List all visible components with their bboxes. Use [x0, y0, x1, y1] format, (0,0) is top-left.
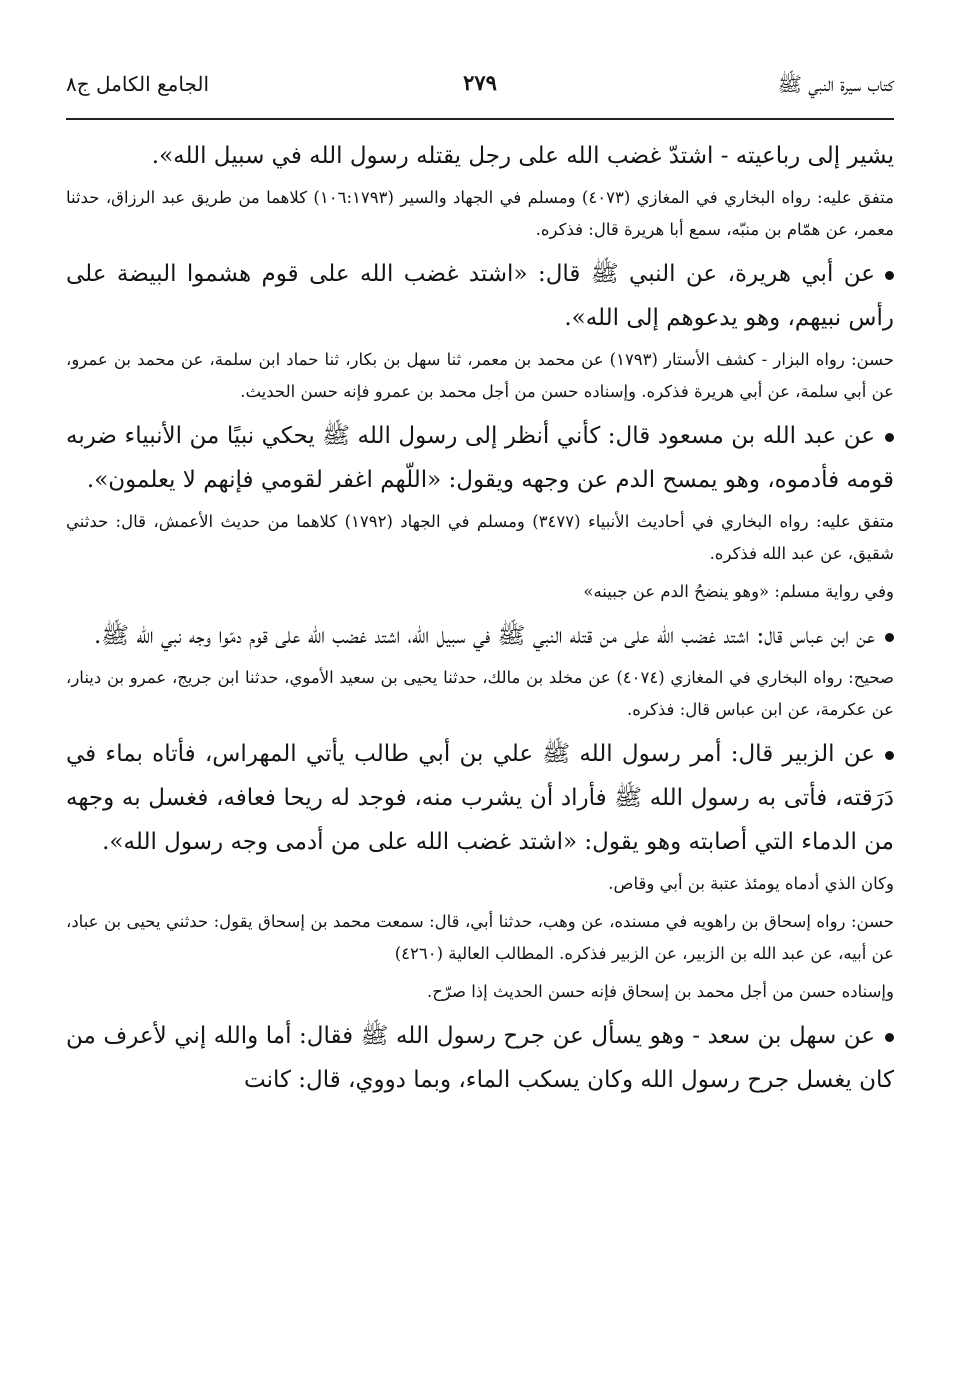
running-header: [66, 60, 894, 104]
hadith-paragraph: عن ابن عباس قال: اشتد غضب الله على من قتله النبي ﷺ في سبيل الله، اشتد غضب الله على قوم دمّوا وجه نبي الله ﷺ.: [66, 614, 894, 658]
hadith-paragraph: عن الزبير قال: أمر رسول الله ﷺ علي بن أبي طالب يأتي المهراس، فأتاه بماء في دَرَقته، فأتى به رسول الله ﷺ فأراد أن يشرب منه، فوجد له ريحا فعافه، فغسل به وجهه من الدماء التي أصابته وهو يقول: «اشتد غضب الله على من أدمى وجه رسول الله».: [66, 741, 894, 855]
takhrij-note: صحيح: رواه البخاري في المغازي (٤٠٧٤) عن مخلد بن مالك، حدثنا يحيى بن سعيد الأموي، حدثنا ابن جريج، عمرو بن دينار، عن عكرمة، عن ابن عباس قال: فذكره.: [66, 668, 894, 719]
commentary-note: وكان الذي أدماه يومئذ عتبة بن أبي وقاص.: [608, 874, 894, 893]
header-rule: [66, 118, 894, 120]
bullet-icon: [885, 433, 894, 442]
bullet-icon: [885, 271, 894, 280]
bullet-icon: [885, 751, 894, 760]
collection-title: الجامع الكامل ج٨: [66, 72, 210, 96]
narration-variant-note: وفي رواية مسلم: «وهو ينضحُ الدم عن جبينه»: [583, 582, 894, 601]
hadith-paragraph: عن عبد الله بن مسعود قال: كأني أنظر إلى رسول الله ﷺ يحكي نبيًا من الأنبياء ضربه قومه فأدموه، وهو يمسح الدم عن وجهه ويقول: «اللّهم اغفر لقومي فإنهم لا يعلمون».: [66, 423, 894, 493]
bullet-icon: [885, 633, 894, 642]
document-page: [66, 60, 894, 1106]
hadith-paragraph: عن سهل بن سعد - وهو يسأل عن جرح رسول الله ﷺ فقال: أما والله إني لأعرف من كان يغسل جرح رسول الله وكان يسكب الماء، وبما دووي، قال: كانت: [66, 1023, 894, 1093]
takhrij-note: وإسناده حسن من أجل محمد بن إسحاق فإنه حسن الحديث إذا صرّح.: [426, 982, 894, 1001]
main-text: يشير إلى رباعيته - اشتدّ غضب الله على رجل يقتله رسول الله في سبيل الله».: [151, 143, 894, 169]
takhrij-note: حسن: رواه البزار - كشف الأستار (١٧٩٣) عن محمد بن معمر، ثنا سهل بن بكار، ثنا حماد ابن سلمة، عن محمد بن عمرو، عن أبي سلمة، عن أبي هريرة فذكره. وإسناده حسن من أجل محمد بن عمرو فإنه حسن الحديث.: [66, 350, 894, 401]
page-number: ٢٧٩: [463, 70, 497, 95]
takhrij-note: حسن: رواه إسحاق بن راهويه في مسنده، عن وهب، حدثنا أبي، قال: سمعت محمد بن إسحاق يقول: حدثني يحيى بن عباد، عن أبيه، عن عبد الله بن الزبير، عن الزبير فذكره. المطالب العالية (٤٢٦٠): [66, 912, 894, 963]
takhrij-note: متفق عليه: رواه البخاري في المغازي (٤٠٧٣) ومسلم في الجهاد والسير (١٠٦:١٧٩٣) كلاهما من طريق عبد الرزاق، حدثنا معمر، عن همّام بن منبّه، سمع أبا هريرة قال: فذكره.: [66, 188, 894, 239]
book-title: كتاب سيرة النبي ﷺ: [777, 72, 894, 96]
bullet-icon: [885, 1033, 894, 1042]
hadith-paragraph: عن أبي هريرة، عن النبي ﷺ قال: «اشتد غضب الله على قوم هشموا البيضة على رأس نبيهم، وهو يدعوهم إلى الله».: [66, 261, 894, 331]
takhrij-note: متفق عليه: رواه البخاري في أحاديث الأنبياء (٣٤٧٧) ومسلم في الجهاد (١٧٩٢) كلاهما من حديث الأعمش، قال: حدثني شقيق، عن عبد الله فذكره.: [66, 512, 894, 563]
